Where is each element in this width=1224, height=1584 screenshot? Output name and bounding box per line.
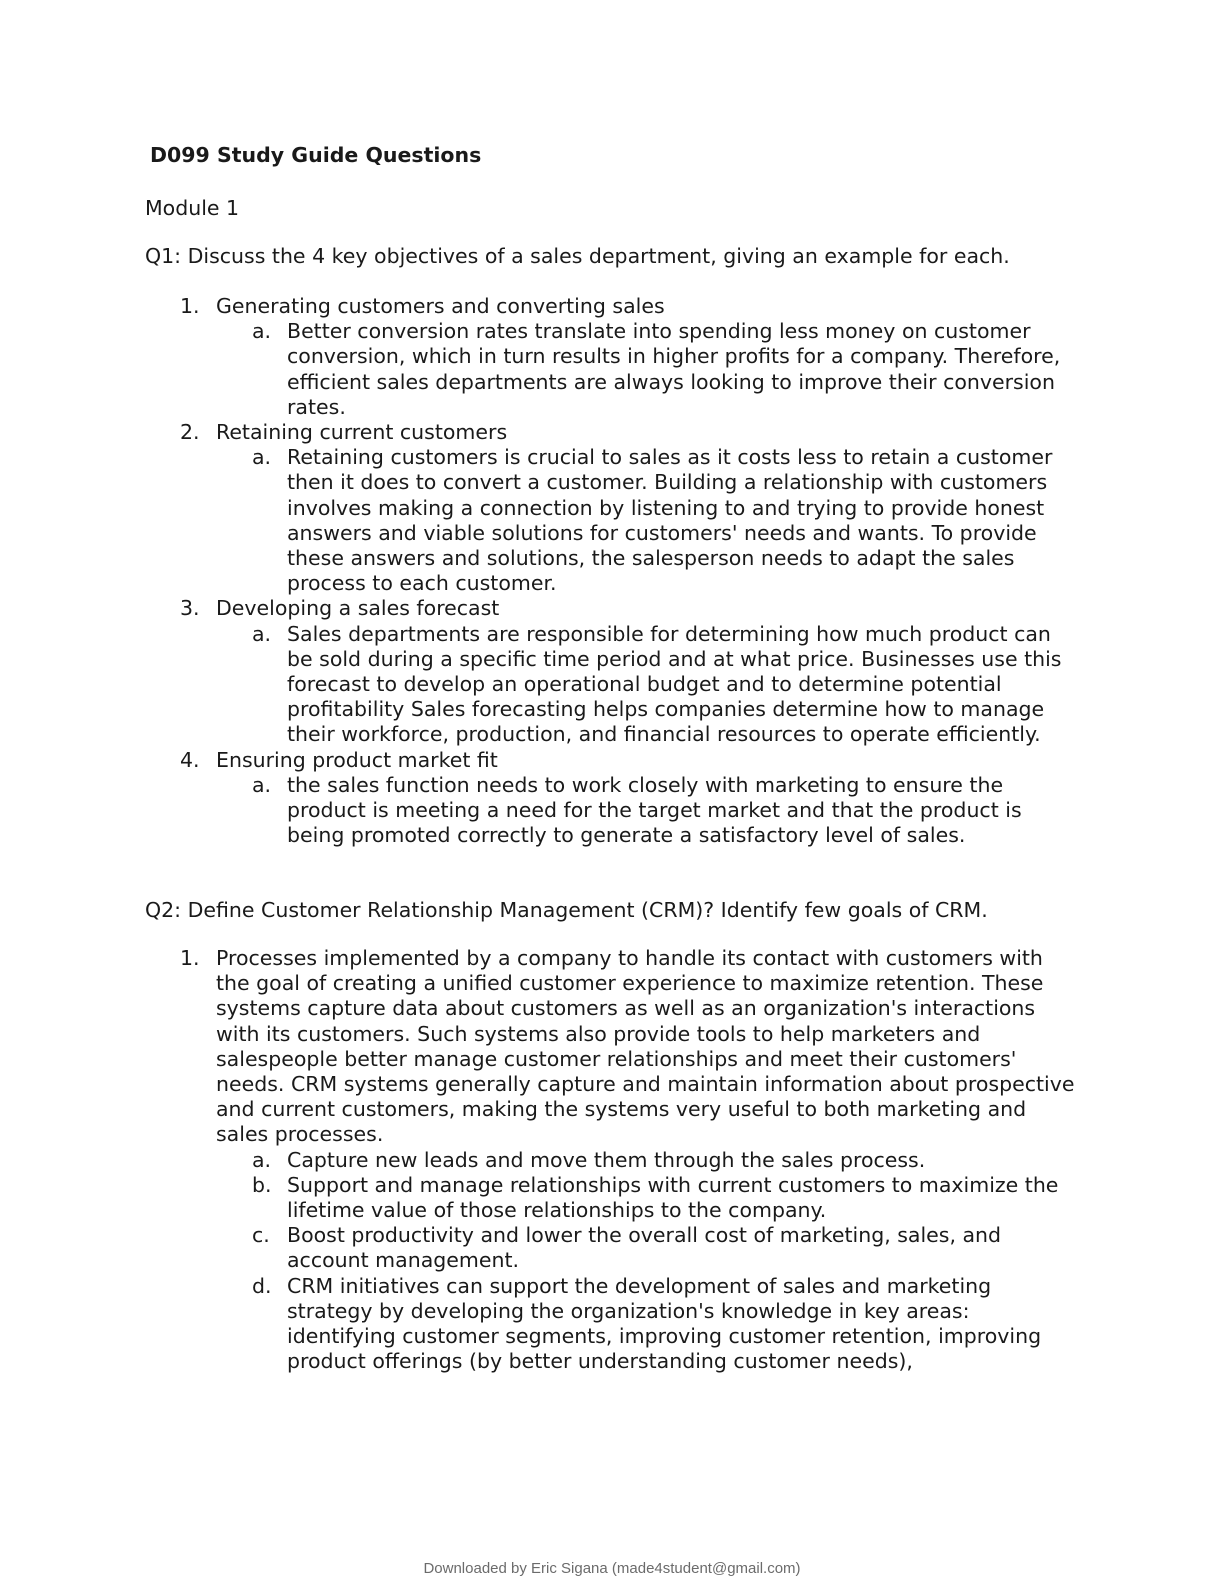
sub-item-letter: a. — [252, 445, 272, 470]
page-title: D099 Study Guide Questions — [150, 143, 482, 167]
list-item — [0, 420, 1076, 445]
sub-item-text: Capture new leads and move them through the sales process. — [287, 1147, 926, 1172]
sub-item-letter: a. — [252, 319, 272, 344]
list-item — [0, 596, 1076, 621]
answer-list-q1 — [0, 294, 1077, 848]
list-item — [0, 946, 1076, 1148]
item-text: Ensuring product market fit — [216, 747, 498, 772]
sub-item — [0, 622, 1077, 748]
sub-item-letter: a. — [252, 1147, 272, 1172]
sub-item-text: Retaining customers is crucial to sales as it costs less to retain a customer then it does to convert a customer. Building a relationship with customers involves making a connection by listening to and trying to provide honest answers and viable solutions for customers' needs and wants. To provide these answers and solutions, the salesperson needs to adapt the sales process to each customer. — [287, 445, 1053, 596]
question-2: Q2: Define Customer Relationship Management (CRM)? Identify few goals of CRM. — [145, 898, 988, 922]
sub-item-text: Better conversion rates translate into spending less money on customer conversion, which in turn results in higher profits for a company. Therefore, efficient sales departments are always looking to improve their conversion rates. — [287, 319, 1061, 419]
sub-item — [0, 1274, 1077, 1375]
sub-item — [0, 1173, 1077, 1223]
sub-item — [0, 319, 1077, 420]
sub-item-text: CRM initiatives can support the development of sales and marketing strategy by developing the organization's knowledge in key areas: identifying customer segments, improving customer retention, improving product offerings (by better understanding customer needs), — [287, 1273, 1042, 1374]
list-item — [0, 294, 1076, 319]
sub-item-text: Support and manage relationships with current customers to maximize the lifetime value of those relationships to the company. — [287, 1172, 1059, 1223]
item-number: 1. — [180, 946, 200, 970]
item-text: Generating customers and converting sales — [216, 294, 665, 318]
item-number: 3. — [180, 596, 200, 621]
sub-item — [0, 1223, 1077, 1273]
sub-item-text: Sales departments are responsible for determining how much product can be sold during a specific time period and at what price. Businesses use this forecast to develop an operational budget and to determine potential profitability Sales forecasting helps companies determine how to manage their workforce, production, and financial resources to operate efficiently. — [287, 621, 1062, 747]
question-1: Q1: Discuss the 4 key objectives of a sales department, giving an example for each. — [145, 244, 1010, 268]
sub-item-text: the sales function needs to work closely with marketing to ensure the product is meeting a need for the target market and that the product is being promoted correctly to generate a satisfactory level of sales. — [287, 772, 1022, 848]
sub-item — [0, 1148, 1077, 1173]
module-heading: Module 1 — [145, 196, 240, 220]
sub-item-letter: a. — [252, 772, 272, 797]
sub-item-text: Boost productivity and lower the overall cost of marketing, sales, and account management. — [287, 1223, 1002, 1273]
sub-item-letter: a. — [252, 621, 272, 646]
sub-item-letter: b. — [252, 1172, 272, 1197]
list-item — [0, 748, 1076, 773]
sub-item — [0, 773, 1077, 849]
sub-item-letter: d. — [252, 1273, 272, 1298]
item-text: Processes implemented by a company to handle its contact with customers with the goal of creating a unified customer experience to maximize retention. These systems capture data about customers as well as an organization's interactions with its customers. Such systems also provide tools to help marketers and salespeople better manage customer relationships and meet their customers' needs. CRM systems generally capture and maintain information about prospective and current customers, making the systems very useful to both marketing and sales processes. — [216, 946, 1075, 1147]
answer-list-q2 — [0, 946, 1077, 1374]
item-number: 1. — [180, 294, 200, 318]
sub-item — [0, 445, 1077, 596]
item-number: 4. — [180, 747, 200, 772]
item-text: Developing a sales forecast — [216, 596, 500, 621]
sub-item-letter: c. — [252, 1223, 270, 1248]
download-footer: Downloaded by Eric Sigana (made4student@gmail.com) — [423, 1560, 801, 1577]
item-number: 2. — [180, 420, 200, 445]
item-text: Retaining current customers — [216, 420, 508, 445]
